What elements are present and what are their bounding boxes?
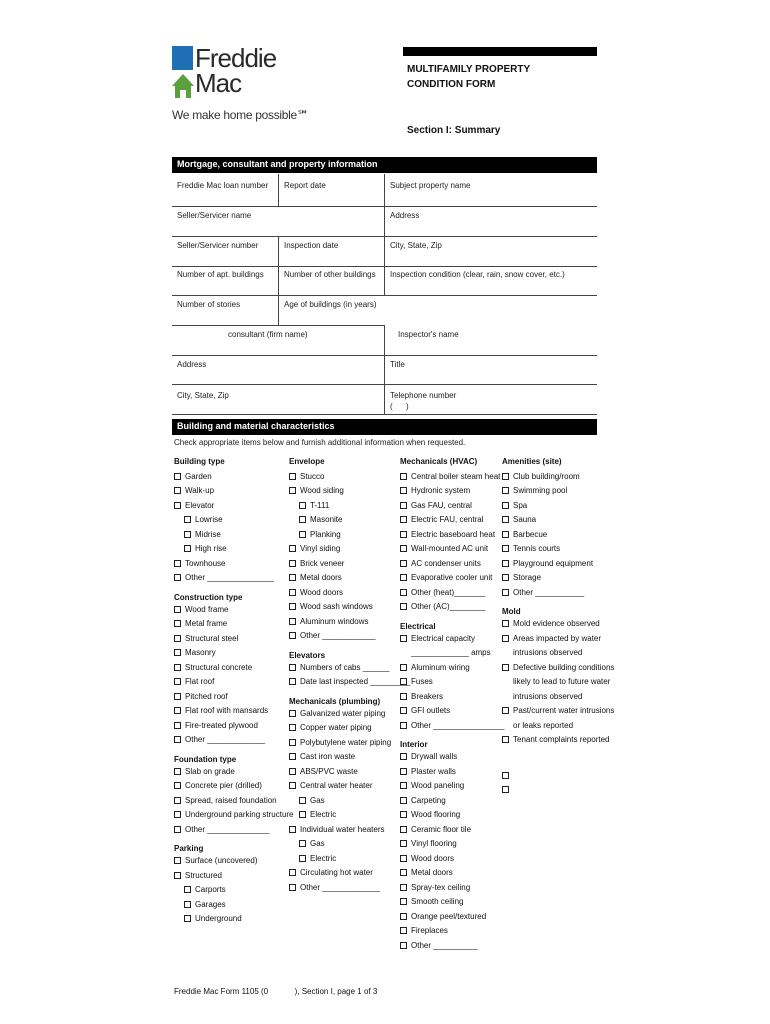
section-bar-mortgage	[172, 157, 597, 173]
checkbox-spread-raised[interactable]: Spread, raised foundation	[174, 794, 294, 809]
checkbox-planking[interactable]: Planking	[289, 528, 410, 543]
mold-text-line: or leaks reported	[513, 720, 574, 730]
checkbox-central-gas[interactable]: Gas	[289, 794, 410, 809]
checkbox-fireplaces[interactable]: Fireplaces	[400, 924, 504, 939]
checkbox-surface-parking[interactable]: Surface (uncovered)	[174, 854, 294, 869]
checkbox-individual-electric[interactable]: Electric	[289, 852, 410, 867]
checkbox-fuses[interactable]: Fuses	[400, 675, 504, 690]
checkbox-ceramic-tile[interactable]: Ceramic floor tile	[400, 823, 504, 838]
checkbox-fire-treated-plywood[interactable]: Fire-treated plywood	[174, 719, 294, 734]
checkbox-evaporative-cooler[interactable]: Evaporative cooler unit	[400, 571, 504, 586]
house-logo-icon	[172, 46, 196, 102]
checkbox-mold-evidence[interactable]: Mold evidence observed	[502, 617, 614, 632]
footer	[174, 987, 377, 996]
loan-number-field[interactable]: Freddie Mac loan number	[177, 181, 269, 190]
apt-buildings-field[interactable]: Number of apt. buildings	[177, 270, 264, 279]
building-type-heading: Building type	[174, 457, 225, 466]
report-date-field[interactable]: Report date	[284, 181, 326, 190]
checkbox-other-ac[interactable]: Other (AC)________	[400, 600, 504, 615]
section-title: Section I: Summary	[407, 125, 501, 136]
checkbox-polybutylene-piping[interactable]: Polybutylene water piping	[289, 736, 410, 751]
envelope-heading: Envelope	[289, 457, 325, 466]
checkbox-wood-flooring[interactable]: Wood flooring	[400, 808, 504, 823]
brand-name-line2: Mac	[195, 68, 242, 98]
checkbox-lowrise[interactable]: Lowrise	[174, 513, 294, 528]
checkbox-underground-parking[interactable]: Underground parking structure	[174, 808, 294, 823]
checkbox-underground[interactable]: Underground	[174, 912, 294, 927]
stories-field[interactable]: Number of stories	[177, 300, 241, 309]
checkbox-barbecue[interactable]: Barbecue	[502, 528, 614, 543]
electrical-heading: Electrical	[400, 621, 436, 631]
checkbox-ac-condenser[interactable]: AC condenser units	[400, 557, 504, 572]
checkbox-numbers-of-cabs[interactable]: Numbers of cabs ______	[289, 661, 410, 676]
checkbox-hydronic[interactable]: Hydronic system	[400, 484, 504, 499]
checkbox-concrete-pier[interactable]: Concrete pier (drilled)	[174, 779, 294, 794]
checkbox-circulating-hot-water[interactable]: Circulating hot water	[289, 866, 410, 881]
checkbox-structural-concrete[interactable]: Structural concrete	[174, 661, 294, 676]
title-bar	[403, 47, 597, 56]
checkbox-spray-tex[interactable]: Spray-tex ceiling	[400, 881, 504, 896]
checkbox-walk-up[interactable]: Walk-up	[174, 484, 294, 499]
checkbox-metal-frame[interactable]: Metal frame	[174, 617, 294, 632]
checkbox-abs-pvc-waste[interactable]: ABS/PVC waste	[289, 765, 410, 780]
mold-heading: Mold	[502, 607, 521, 616]
checkbox-brick-veneer[interactable]: Brick veneer	[289, 557, 410, 572]
checkbox-vinyl-flooring[interactable]: Vinyl flooring	[400, 837, 504, 852]
checkbox-copper-piping[interactable]: Copper water piping	[289, 721, 410, 736]
consultant-field[interactable]: consultant (firm name)	[228, 330, 308, 339]
footer-form-right: ), Section I, page 1 of 3	[294, 987, 378, 996]
building-age-field[interactable]: Age of buildings (in years)	[284, 300, 377, 309]
parking-heading: Parking	[174, 844, 204, 853]
inspection-condition-field[interactable]: Inspection condition (clear, rain, snow cover, etc.)	[390, 270, 565, 279]
checkbox-orange-peel[interactable]: Orange peel/textured	[400, 910, 504, 925]
checkbox-individual-gas[interactable]: Gas	[289, 837, 410, 852]
checkbox-wood-paneling[interactable]: Wood paneling	[400, 779, 504, 794]
inspection-date-field[interactable]: Inspection date	[284, 241, 339, 250]
mold-text-line: likely to lead to future water	[513, 677, 611, 686]
form-title-line2: CONDITION FORM	[407, 79, 496, 90]
checkbox-tennis-courts[interactable]: Tennis courts	[502, 542, 614, 557]
checkbox-individual-water-heaters[interactable]: Individual water heaters	[289, 823, 410, 838]
checkbox-t111[interactable]: T-111	[289, 499, 410, 514]
mold-text-line: intrusions observed	[513, 648, 583, 657]
checkbox-drywall[interactable]: Drywall walls	[400, 750, 504, 765]
amps-field[interactable]: _____________ amps	[411, 648, 491, 657]
instructions-text: Check appropriate items below and furnish additional information when requested.	[174, 438, 466, 447]
column-3	[400, 455, 504, 953]
plumbing-heading: Mechanicals (plumbing)	[289, 696, 381, 706]
other-buildings-field[interactable]: Number of other buildings	[284, 270, 376, 279]
construction-type-heading: Construction type	[174, 592, 243, 602]
telephone-field[interactable]: Telephone number	[390, 391, 457, 400]
checkbox-interior-metal-doors[interactable]: Metal doors	[400, 866, 504, 881]
checkbox-vinyl-siding[interactable]: Vinyl siding	[289, 542, 410, 557]
checkbox-construction-other[interactable]: Other _____________	[174, 733, 294, 748]
logo	[172, 43, 277, 106]
checkbox-metal-doors[interactable]: Metal doors	[289, 571, 410, 586]
checkbox-storage[interactable]: Storage	[502, 571, 614, 586]
checkbox-masonite[interactable]: Masonite	[289, 513, 410, 528]
checkbox-gas-fau[interactable]: Gas FAU, central	[400, 499, 504, 514]
checkbox-spa[interactable]: Spa	[502, 499, 614, 514]
checkbox-aluminum-wiring[interactable]: Aluminum wiring	[400, 661, 504, 676]
checkbox-past-water-intrusions[interactable]: Past/current water intrusions	[502, 704, 614, 719]
checkbox-date-last-inspected[interactable]: Date last inspected _________	[289, 675, 410, 690]
checkbox-elevator[interactable]: Elevator	[174, 499, 294, 514]
checkbox-electric-baseboard[interactable]: Electric baseboard heat	[400, 528, 504, 543]
mold-text-line: intrusions observed	[513, 691, 583, 701]
elevators-heading: Elevators	[289, 650, 326, 660]
checkbox-high-rise[interactable]: High rise	[174, 542, 294, 557]
brand-name-line1: Freddie	[195, 43, 277, 73]
checkbox-stucco[interactable]: Stucco	[289, 470, 410, 485]
checkbox-structured-parking[interactable]: Structured	[174, 869, 294, 884]
checkbox-blank[interactable]	[502, 769, 614, 784]
column-1	[174, 455, 294, 927]
checkbox-foundation-other[interactable]: Other ______________	[174, 823, 294, 838]
checkbox-carports[interactable]: Carports	[174, 883, 294, 898]
checkbox-wood-doors[interactable]: Wood doors	[289, 586, 410, 601]
checkbox-club-building[interactable]: Club building/room	[502, 470, 614, 485]
checkbox-wood-frame[interactable]: Wood frame	[174, 603, 294, 618]
checkbox-wood-sash-windows[interactable]: Wood sash windows	[289, 600, 410, 615]
checkbox-wood-siding[interactable]: Wood siding	[289, 484, 410, 499]
checkbox-cast-iron-waste[interactable]: Cast iron waste	[289, 750, 410, 765]
checkbox-electrical-other[interactable]: Other ________________	[400, 719, 504, 734]
checkbox-smooth-ceiling[interactable]: Smooth ceiling	[400, 895, 504, 910]
checkbox-aluminum-windows[interactable]: Aluminum windows	[289, 615, 410, 630]
checkbox-building-other[interactable]: Other _______________	[174, 571, 294, 586]
checkbox-masonry[interactable]: Masonry	[174, 646, 294, 661]
form-title-line1: MULTIFAMILY PROPERTY	[407, 64, 531, 75]
checkbox-flat-roof[interactable]: Flat roof	[174, 675, 294, 690]
section-bar-building-label: Building and material characteristics	[177, 421, 335, 431]
footer-form-left: Freddie Mac Form 1105 (0	[174, 987, 269, 996]
city-state-zip-field[interactable]: City, State, Zip	[390, 241, 442, 250]
column-4	[502, 455, 614, 798]
checkbox-interior-wood-doors[interactable]: Wood doors	[400, 852, 504, 867]
seller-name-field[interactable]: Seller/Servicer name	[177, 211, 252, 220]
interior-heading: Interior	[400, 740, 428, 749]
checkbox-amenities-other[interactable]: Other ___________	[502, 586, 614, 601]
checkbox-wall-ac[interactable]: Wall-mounted AC unit	[400, 542, 504, 557]
subject-property-field[interactable]: Subject property name	[390, 181, 471, 190]
checkbox-interior-other[interactable]: Other __________	[400, 939, 504, 954]
checkbox-electric-fau[interactable]: Electric FAU, central	[400, 513, 504, 528]
checkbox-garages[interactable]: Garages	[174, 898, 294, 913]
checkbox-townhouse[interactable]: Townhouse	[174, 557, 294, 572]
amenities-heading: Amenities (site)	[502, 457, 562, 466]
checkbox-boiler-steam[interactable]: Central boiler steam heat	[400, 470, 504, 485]
inspector-field[interactable]: Inspector's name	[398, 330, 459, 339]
foundation-type-heading: Foundation type	[174, 754, 237, 764]
checkbox-tenant-complaints[interactable]: Tenant complaints reported	[502, 733, 614, 748]
consultant-city-field[interactable]: City, State, Zip	[177, 391, 229, 400]
address-field[interactable]: Address	[390, 211, 420, 220]
checkbox-other-heat[interactable]: Other (heat)_______	[400, 586, 504, 601]
checkbox-blank[interactable]	[502, 783, 614, 798]
brand-tagline: We make home possible℠	[172, 108, 309, 122]
seller-number-field[interactable]: Seller/Servicer number	[177, 241, 259, 250]
checkbox-central-electric[interactable]: Electric	[289, 808, 410, 823]
checkbox-swimming-pool[interactable]: Swimming pool	[502, 484, 614, 499]
checkbox-central-water-heater[interactable]: Central water heater	[289, 779, 410, 794]
checkbox-structural-steel[interactable]: Structural steel	[174, 632, 294, 647]
hvac-heading: Mechanicals (HVAC)	[400, 457, 478, 466]
checkbox-playground[interactable]: Playground equipment	[502, 557, 614, 572]
checkbox-slab-on-grade[interactable]: Slab on grade	[174, 765, 294, 780]
checkbox-pitched-roof[interactable]: Pitched roof	[174, 690, 294, 705]
section-bar-building	[172, 419, 597, 435]
checkbox-flat-roof-mansards[interactable]: Flat roof with mansards	[174, 704, 294, 719]
column-2	[289, 455, 410, 895]
checkbox-electrical-capacity[interactable]: Electrical capacity	[400, 632, 504, 647]
checkbox-carpeting[interactable]: Carpeting	[400, 794, 504, 809]
section-bar-mortgage-label: Mortgage, consultant and property information	[177, 159, 378, 169]
checkbox-gfi-outlets[interactable]: GFI outlets	[400, 704, 504, 719]
checkbox-water-impacted[interactable]: Areas impacted by water	[502, 632, 614, 647]
title-field[interactable]: Title	[390, 360, 405, 369]
checkbox-envelope-other[interactable]: Other ____________	[289, 629, 410, 644]
checkbox-sauna[interactable]: Sauna	[502, 513, 614, 528]
checkbox-plaster[interactable]: Plaster walls	[400, 765, 504, 780]
checkbox-garden[interactable]: Garden	[174, 470, 294, 485]
checkbox-breakers[interactable]: Breakers	[400, 690, 504, 705]
checkbox-galvanized-piping[interactable]: Galvanized water piping	[289, 707, 410, 722]
checkbox-plumbing-other[interactable]: Other _____________	[289, 881, 410, 896]
consultant-address-field[interactable]: Address	[177, 360, 207, 369]
checkbox-midrise[interactable]: Midrise	[174, 528, 294, 543]
checkbox-defective-conditions[interactable]: Defective building conditions	[502, 661, 614, 676]
telephone-parens: ( )	[390, 402, 409, 411]
